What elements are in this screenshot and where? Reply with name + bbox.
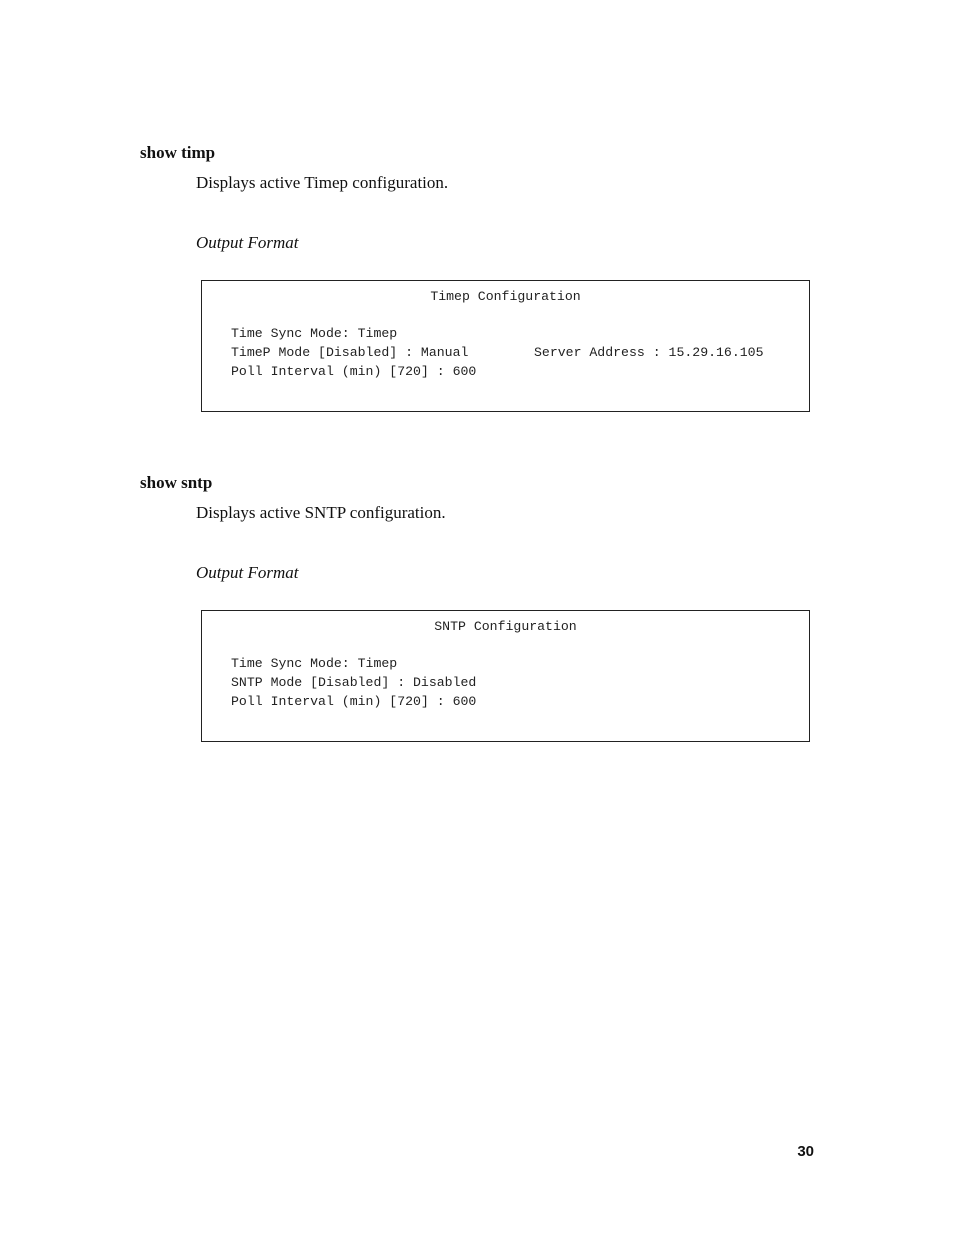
page-number: 30 <box>797 1143 814 1160</box>
section-heading-show-timp: show timp <box>140 143 216 162</box>
sntp-line-mode: SNTP Mode [Disabled] : Disabled <box>231 675 477 690</box>
sntp-output-title: SNTP Configuration <box>434 619 577 634</box>
output-format-label-sntp: Output Format <box>196 563 299 582</box>
timep-output-box <box>201 280 810 412</box>
section-heading-show-sntp: show sntp <box>140 473 213 492</box>
sntp-output-box <box>201 610 810 742</box>
section-description-sntp: Displays active SNTP configuration. <box>196 503 446 522</box>
section-description-timp: Displays active Timep configuration. <box>196 173 449 192</box>
sntp-line-poll-interval: Poll Interval (min) [720] : 600 <box>231 694 477 709</box>
timep-line-poll-interval: Poll Interval (min) [720] : 600 <box>231 364 477 379</box>
timep-line-sync-mode: Time Sync Mode: Timep <box>231 326 398 341</box>
sntp-line-sync-mode: Time Sync Mode: Timep <box>231 656 398 671</box>
output-format-label-timp: Output Format <box>196 233 299 252</box>
timep-output-title: Timep Configuration <box>430 289 581 304</box>
timep-line-mode: TimeP Mode [Disabled] : Manual <box>231 345 469 360</box>
timep-line-server-address: Server Address : 15.29.16.105 <box>534 345 764 360</box>
